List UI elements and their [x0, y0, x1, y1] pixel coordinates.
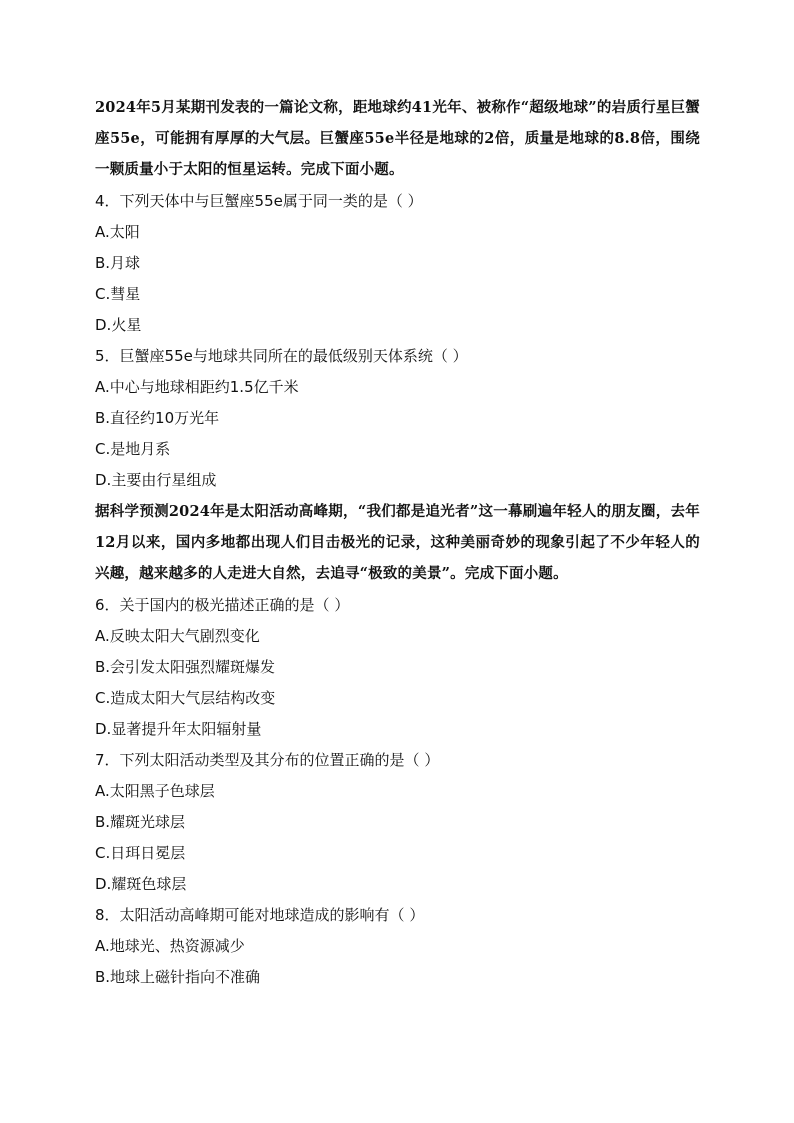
passage-text: 2024年5月某期刊发表的一篇论文称，距地球约41光年、被称作“超级地球”的岩质行星巨蟹座55e，可能拥有厚厚的大气层。巨蟹座55e半径是地球的2倍，质量是地球的8.8倍，围绕一颗质量小于太阳的恒星运转。完成下面小题。	[95, 99, 700, 178]
passage-text: 据科学预测2024年是太阳活动高峰期，“我们都是追光者”这一幕刷遍年轻人的朋友圈，去年12月以来，国内多地都出现人们目击极光的记录，这种美丽奇妙的现象引起了不少年轻人的兴趣，越来越多的人走进大自然，去追寻“极致的美景”。完成下面小题。	[95, 503, 700, 582]
question-stem: 8．太阳活动高峰期可能对地球造成的影响有（ ）	[95, 906, 425, 924]
option-a: A.太阳	[95, 223, 140, 241]
document-page	[95, 92, 700, 993]
option-c: C.是地月系	[95, 440, 171, 458]
question-5	[95, 341, 700, 496]
question-stem: 7．下列太阳活动类型及其分布的位置正确的是（ ）	[95, 751, 440, 769]
question-6	[95, 590, 700, 745]
option-d: D.主要由行星组成	[95, 471, 217, 489]
option-c: C.彗星	[95, 285, 141, 303]
option-b: B.直径约10万光年	[95, 409, 220, 427]
question-stem: 4．下列天体中与巨蟹座55e属于同一类的是（ ）	[95, 192, 423, 210]
question-7	[95, 745, 700, 900]
option-d: D.显著提升年太阳辐射量	[95, 720, 262, 738]
option-d: D.火星	[95, 316, 142, 334]
option-a: A.太阳黑子色球层	[95, 782, 215, 800]
question-8	[95, 900, 700, 993]
question-stem: 5．巨蟹座55e与地球共同所在的最低级别天体系统（ ）	[95, 347, 468, 365]
passage-block-2	[95, 496, 700, 993]
option-a: A.反映太阳大气剧烈变化	[95, 627, 260, 645]
option-b: B.地球上磁针指向不准确	[95, 968, 261, 986]
option-c: C.造成太阳大气层结构改变	[95, 689, 276, 707]
option-c: C.日珥日冕层	[95, 844, 186, 862]
question-4	[95, 186, 700, 341]
option-d: D.耀斑色球层	[95, 875, 187, 893]
option-a: A.中心与地球相距约1.5亿千米	[95, 378, 299, 396]
option-b: B.耀斑光球层	[95, 813, 186, 831]
option-a: A.地球光、热资源减少	[95, 937, 245, 955]
question-stem: 6．关于国内的极光描述正确的是（ ）	[95, 596, 350, 614]
passage-block-1	[95, 92, 700, 496]
option-b: B.会引发太阳强烈耀斑爆发	[95, 658, 276, 676]
option-b: B.月球	[95, 254, 141, 272]
